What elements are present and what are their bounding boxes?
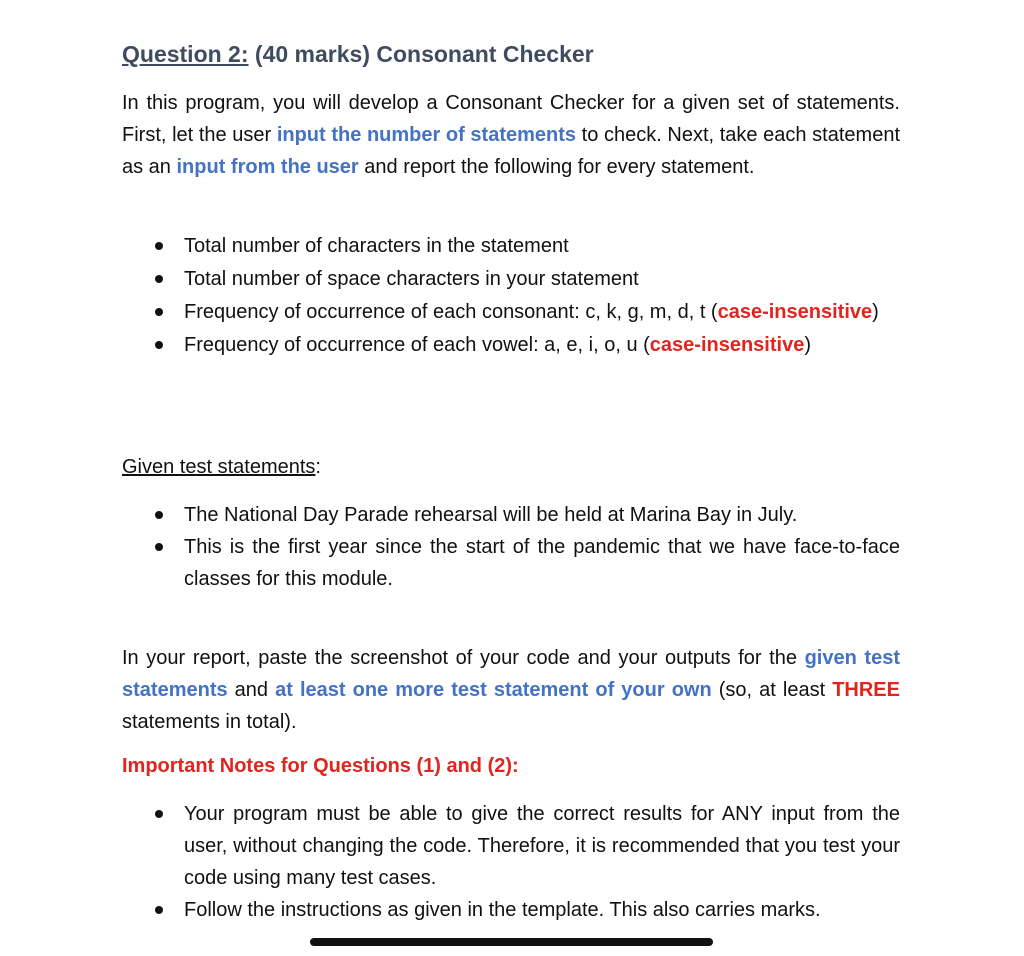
requirement-text-close: ) — [804, 334, 811, 356]
requirement-text-close: ) — [872, 301, 879, 323]
question-label: Question 2: — [122, 41, 249, 67]
intro-highlight-2: input from the user — [176, 156, 359, 178]
important-notes-heading: Important Notes for Questions (1) and (2): — [122, 755, 519, 777]
home-indicator-bar[interactable] — [310, 938, 713, 946]
bullet-icon — [155, 810, 163, 818]
intro-text-3: and report the following for every statement. — [358, 156, 755, 178]
report-highlight-2: at least one more test statement of your own — [275, 679, 712, 701]
note-text: Your program must be able to give the correct results for ANY input from the user, without changing the code. Therefore, it is recommended that you test your code using many test cases. — [184, 803, 900, 889]
requirement-item — [122, 230, 900, 262]
report-text-4: statements in total). — [122, 711, 297, 733]
test-statement-text: This is the first year since the start of the pandemic that we have face-to-face classes for this module. — [184, 536, 900, 590]
intro-highlight-1: input the number of statements — [276, 124, 577, 146]
question-marks: (40 marks) Consonant Checker — [254, 41, 594, 67]
bullet-icon — [155, 341, 163, 349]
report-highlight-1: given test statements — [122, 647, 900, 701]
test-statement-item — [122, 499, 900, 531]
notes-list — [122, 798, 900, 926]
requirement-text: Frequency of occurrence of each vowel: a, e, i, o, u ( — [184, 334, 650, 356]
question-title — [122, 38, 594, 70]
requirement-item — [122, 263, 900, 295]
bullet-icon — [155, 906, 163, 914]
requirement-text: Frequency of occurrence of each consonant: c, k, g, m, d, t ( — [184, 301, 718, 323]
test-statements-list — [122, 499, 900, 595]
given-heading-text: Given test statements — [122, 456, 316, 478]
note-item — [122, 798, 900, 894]
intro-text-1: In this program, you will develop a Consonant Checker for a given set of statements. First, let the user — [122, 92, 900, 146]
note-text: Follow the instructions as given in the template. This also carries marks. — [184, 899, 821, 921]
requirements-list — [122, 230, 900, 362]
given-heading-colon: : — [315, 456, 321, 478]
requirement-text: Total number of space characters in your statement — [184, 268, 639, 290]
note-item — [122, 894, 900, 926]
bullet-icon — [155, 511, 163, 519]
report-text-2: and — [227, 679, 276, 701]
test-statement-item — [122, 531, 900, 595]
requirement-text: Total number of characters in the statement — [184, 235, 569, 257]
bullet-icon — [155, 242, 163, 250]
requirement-item — [122, 329, 900, 361]
bullet-icon — [155, 543, 163, 551]
report-text-1: In your report, paste the screenshot of your code and your outputs for the — [122, 647, 805, 669]
bullet-icon — [155, 275, 163, 283]
report-three-emphasis: THREE — [832, 679, 900, 701]
case-insensitive-note: case-insensitive — [717, 301, 873, 323]
test-statement-text: The National Day Parade rehearsal will be held at Marina Bay in July. — [184, 504, 798, 526]
bullet-icon — [155, 308, 163, 316]
intro-text-2: to check. Next, take each statement as an — [122, 124, 900, 178]
given-statements-heading — [122, 451, 321, 483]
report-text-3: (so, at least — [711, 679, 833, 701]
requirement-item — [122, 296, 900, 328]
report-paragraph — [122, 642, 900, 738]
intro-paragraph — [122, 87, 900, 183]
case-insensitive-note: case-insensitive — [649, 334, 805, 356]
